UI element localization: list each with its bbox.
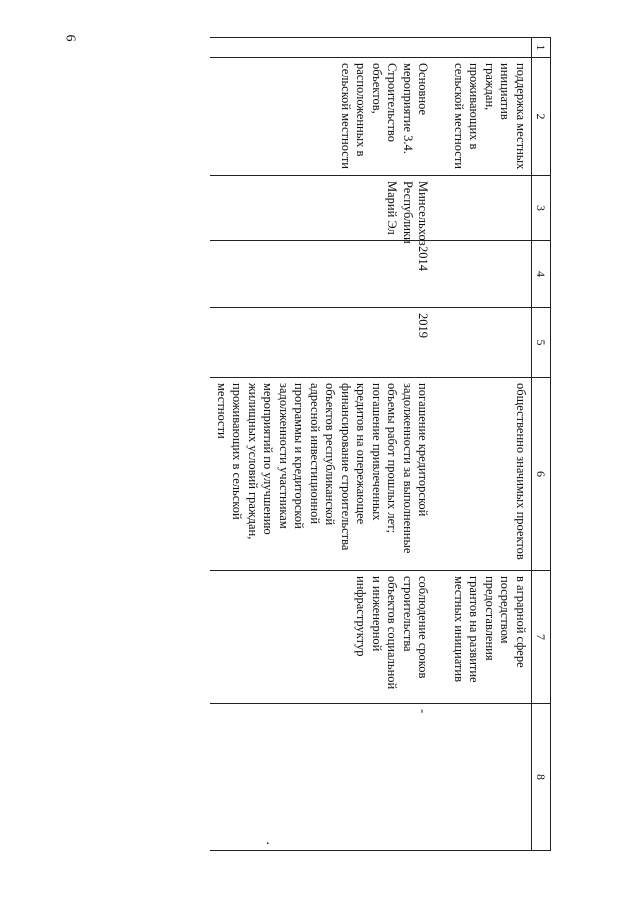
cell-consequences: соблюдение сроков строительства объектов социальной и инженерной инфраструктур bbox=[211, 571, 434, 704]
page-number: 6 bbox=[62, 34, 78, 42]
table-row bbox=[448, 38, 532, 851]
cell-number bbox=[448, 38, 532, 58]
cell-start-year bbox=[448, 241, 532, 308]
column-header-3: 3 bbox=[532, 176, 551, 241]
column-header-7: 7 bbox=[532, 571, 551, 704]
column-header-5: 5 bbox=[532, 308, 551, 378]
cell-start-year: 2014 bbox=[211, 241, 434, 308]
cell-end-year bbox=[448, 308, 532, 378]
header-row bbox=[532, 38, 551, 851]
column-header-4: 4 bbox=[532, 241, 551, 308]
cell-measure-name: Основное мероприятие 3.4. Строительство объектов, расположенных в сельской местности bbox=[211, 58, 434, 176]
column-header-2: 2 bbox=[532, 58, 551, 176]
cell-end-year: 2019 bbox=[211, 308, 434, 378]
cell-consequences: в аграрной сфере посредством предоставления грантов на развитие местных инициатив bbox=[448, 571, 532, 704]
table-row bbox=[211, 38, 434, 851]
cell-executor bbox=[448, 176, 532, 241]
cell-number bbox=[211, 38, 434, 58]
column-header-1: 1 bbox=[532, 38, 551, 58]
stray-mark: . bbox=[266, 833, 270, 848]
cell-indicator-link: - bbox=[211, 704, 434, 851]
cell-expected-result: погашение кредиторской задолженности за выполненные объемы работ прошлых лет; погашение привлеченных кредитов на опережающее финансирование строительства объектов республиканской адресной инвестиционной программы и кредиторской задолженности участникам мероприятий по улучшению жилищных условий граждан, проживающих в сельской местности bbox=[211, 378, 434, 571]
rotated-table-container bbox=[118, 37, 551, 850]
cell-measure-name: поддержка местных инициатив граждан, проживающих в сельской местности bbox=[448, 58, 532, 176]
row-spacer bbox=[434, 38, 448, 851]
column-header-6: 6 bbox=[532, 378, 551, 571]
program-measures-table bbox=[211, 37, 552, 851]
column-header-8: 8 bbox=[532, 704, 551, 851]
cell-expected-result: общественно значимых проектов bbox=[448, 378, 532, 571]
cell-indicator-link bbox=[448, 704, 532, 851]
cell-executor: Минсельхоз Республики Марий Эл bbox=[211, 176, 434, 241]
